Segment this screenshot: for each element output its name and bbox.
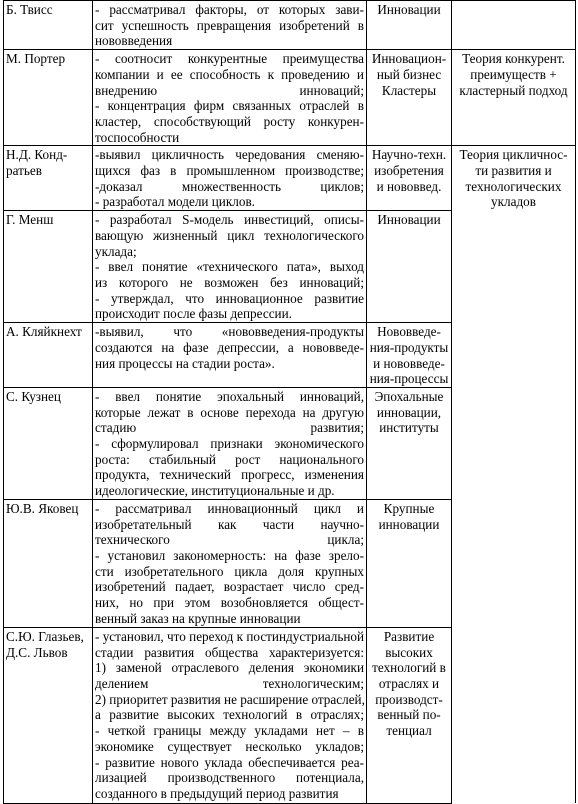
text-line: инновации, — [376, 404, 442, 420]
theory-cell — [452, 50, 576, 146]
text-line: экономике существует несколько укладов; — [95, 738, 364, 754]
scientist-name-cell — [4, 1, 93, 50]
text-line: - сформулировал признаки экономического — [95, 436, 364, 452]
text-line: институты — [379, 420, 439, 436]
text-line: венный по- — [377, 707, 441, 723]
scientist-name-cell — [4, 211, 93, 323]
innovation-area-cell — [367, 1, 452, 50]
text-line: - концентрация фирм связанных отраслей в — [95, 98, 364, 114]
text-line: ти развития и — [475, 163, 552, 179]
text-line: - рассматривал факторы, от которых зави- — [95, 2, 364, 17]
theory-cell-empty — [452, 1, 576, 50]
text-line: Нововведе- — [377, 324, 441, 340]
text-line: Эпохальные — [374, 388, 444, 404]
text-line: Н.Д. Конд- — [6, 147, 68, 163]
scientist-name-cell — [4, 50, 93, 146]
scientist-name-cell — [4, 499, 93, 627]
text-line: - установил, что переход к постиндустриальной — [95, 628, 365, 644]
text-line: инновации — [378, 516, 440, 532]
text-line: 2) приоритет развития не расширение отраслей, — [95, 691, 365, 707]
text-line: лизацией производственного потенциала, — [95, 770, 364, 786]
text-line: щихся фаз в промышленном производстве; — [95, 163, 364, 179]
text-line: них, но при этом возобновляется общест- — [95, 595, 364, 611]
text-line: роста: стабильный рост национального — [95, 451, 364, 467]
text-line: Д.С. Львов — [6, 644, 68, 660]
text-line: - четкой границы между укладами нет – в — [95, 723, 364, 739]
text-line: укладов — [491, 194, 536, 210]
text-line: происходит после фазы депрессии. — [95, 306, 292, 322]
text-line: технического цикла; — [95, 532, 364, 548]
text-line: венный заказ на крупные инновации — [95, 610, 301, 626]
scientists-table — [3, 0, 576, 804]
text-line: С.Ю. Глазьев, — [6, 628, 84, 644]
innovation-area-cell — [367, 50, 452, 146]
contribution-cell — [93, 211, 367, 323]
text-line: - развитие нового уклада обеспечивается реа- — [95, 754, 364, 770]
text-line: которые лежат в основе перехода на другую — [95, 404, 364, 420]
text-line: Инновации — [377, 2, 441, 17]
innovation-area-cell — [367, 387, 452, 499]
scientist-name-cell — [4, 627, 93, 803]
text-line: Развитие — [383, 628, 435, 644]
text-line: изобретений падает, возрастает число сред- — [95, 579, 364, 595]
contribution-cell — [93, 627, 367, 803]
text-line: -выявил, что «нововведения-продукты — [95, 324, 364, 340]
contribution-cell — [93, 50, 367, 146]
text-line: преимуществ + — [470, 66, 557, 82]
text-line: идеологические, институциональные и др. — [95, 483, 335, 499]
text-line: - установил закономерность: на фазе зрело- — [95, 547, 364, 563]
scientist-name-cell — [4, 387, 93, 499]
contribution-cell — [93, 146, 367, 211]
text-line: кластер, способствующий росту конкурен- — [95, 113, 364, 129]
text-line: компании и ее способность к проведению и — [95, 66, 364, 82]
text-line: А. Кляйкнехт — [6, 324, 82, 340]
text-line: - рассматривал инновационный цикл и — [95, 500, 364, 516]
text-line: ратьев — [6, 163, 42, 179]
text-line: тенциал — [386, 723, 432, 739]
scientist-name-cell — [4, 323, 93, 388]
text-line: - разработал модели циклов. — [95, 194, 255, 210]
text-line: Кластеры — [381, 82, 437, 98]
text-line: высоких — [385, 644, 433, 660]
innovation-area-cell — [367, 146, 452, 211]
text-line: создаются на фазе депрессии, а нововведе- — [95, 339, 364, 355]
text-line: продукта, технический прогресс, изменения — [95, 467, 364, 483]
text-line: - соотносит конкурентные преимущества — [95, 51, 364, 67]
text-line: Теория цикличнос- — [459, 147, 568, 163]
text-line: отраслях и — [378, 675, 440, 691]
text-line: ный бизнес — [376, 66, 442, 82]
text-line: технологий в — [372, 660, 446, 676]
text-line: вающую жизненный цикл технологического — [95, 227, 364, 243]
text-line: тоспособности — [95, 129, 180, 145]
text-line: -доказал множественность циклов; — [95, 178, 364, 194]
text-line: - разработал S-модель инвестиций, описы- — [95, 212, 364, 228]
text-line: - ввел понятие эпохальный инноваций, — [95, 388, 364, 404]
text-line: технологических — [465, 178, 562, 194]
text-line: а развитие высоких технологий в отраслях; — [95, 707, 364, 723]
text-line: и нововвед. — [376, 178, 442, 194]
text-line: сти изобретательного цикла доля крупных — [95, 563, 364, 579]
text-line: стадию развития; — [95, 420, 364, 436]
innovation-area-cell — [367, 627, 452, 803]
innovation-area-cell — [367, 499, 452, 627]
text-line: 1) заменой отраслевого деления экономики — [95, 660, 364, 676]
text-line: М. Портер — [6, 51, 66, 67]
table-row — [4, 50, 576, 146]
contribution-cell — [93, 499, 367, 627]
text-line: изобретения — [374, 163, 444, 179]
text-line: С. Кузнец — [6, 388, 61, 404]
theory-cell — [452, 146, 576, 804]
text-line: - утверждал, что инновационное развитие — [95, 290, 364, 306]
contribution-cell — [93, 387, 367, 499]
text-line: и нововведе- — [373, 355, 445, 371]
contribution-cell — [93, 1, 367, 50]
text-line: изобретательный как части научно- — [95, 516, 364, 532]
text-line: Научно-техн. — [371, 147, 447, 163]
text-line: стадии развития общества характеризуется: — [95, 644, 364, 660]
contribution-cell — [93, 323, 367, 388]
text-line: созданного в предыдущий период развития — [95, 785, 339, 801]
text-line: делением технологическим; — [95, 675, 364, 691]
text-line: ния процессы на стадии роста». — [95, 355, 275, 371]
table-row — [4, 1, 576, 50]
scientist-name-cell — [4, 146, 93, 211]
text-line: Инновации — [377, 212, 441, 228]
text-line: Г. Менш — [6, 212, 54, 228]
text-line: Инновацион- — [371, 51, 447, 67]
text-line: Теория конкурент. — [462, 51, 565, 67]
text-line: Крупные — [383, 500, 435, 516]
text-line: уклада; — [95, 243, 137, 259]
table-row — [4, 146, 576, 211]
text-line: Ю.В. Яковец — [6, 500, 79, 516]
innovation-area-cell — [367, 323, 452, 388]
text-line: ния-продукты — [369, 339, 449, 355]
table-body — [4, 1, 576, 804]
text-line: -выявил цикличность чередования сменяю- — [95, 147, 364, 163]
text-line: производст- — [375, 691, 443, 707]
text-line: из которого не возможен без инноваций; — [95, 274, 364, 290]
text-line: нововведения — [95, 33, 173, 49]
text-line: кластерный подход — [459, 82, 568, 98]
text-line: сит успешность превращения изобретений в — [95, 17, 364, 33]
text-line: внедрению инноваций; — [95, 82, 364, 98]
text-line: Б. Твисс — [6, 2, 53, 17]
text-line: ния-процессы — [369, 371, 449, 387]
innovation-area-cell — [367, 211, 452, 323]
text-line: - ввел понятие «технического пата», выход — [95, 259, 364, 275]
